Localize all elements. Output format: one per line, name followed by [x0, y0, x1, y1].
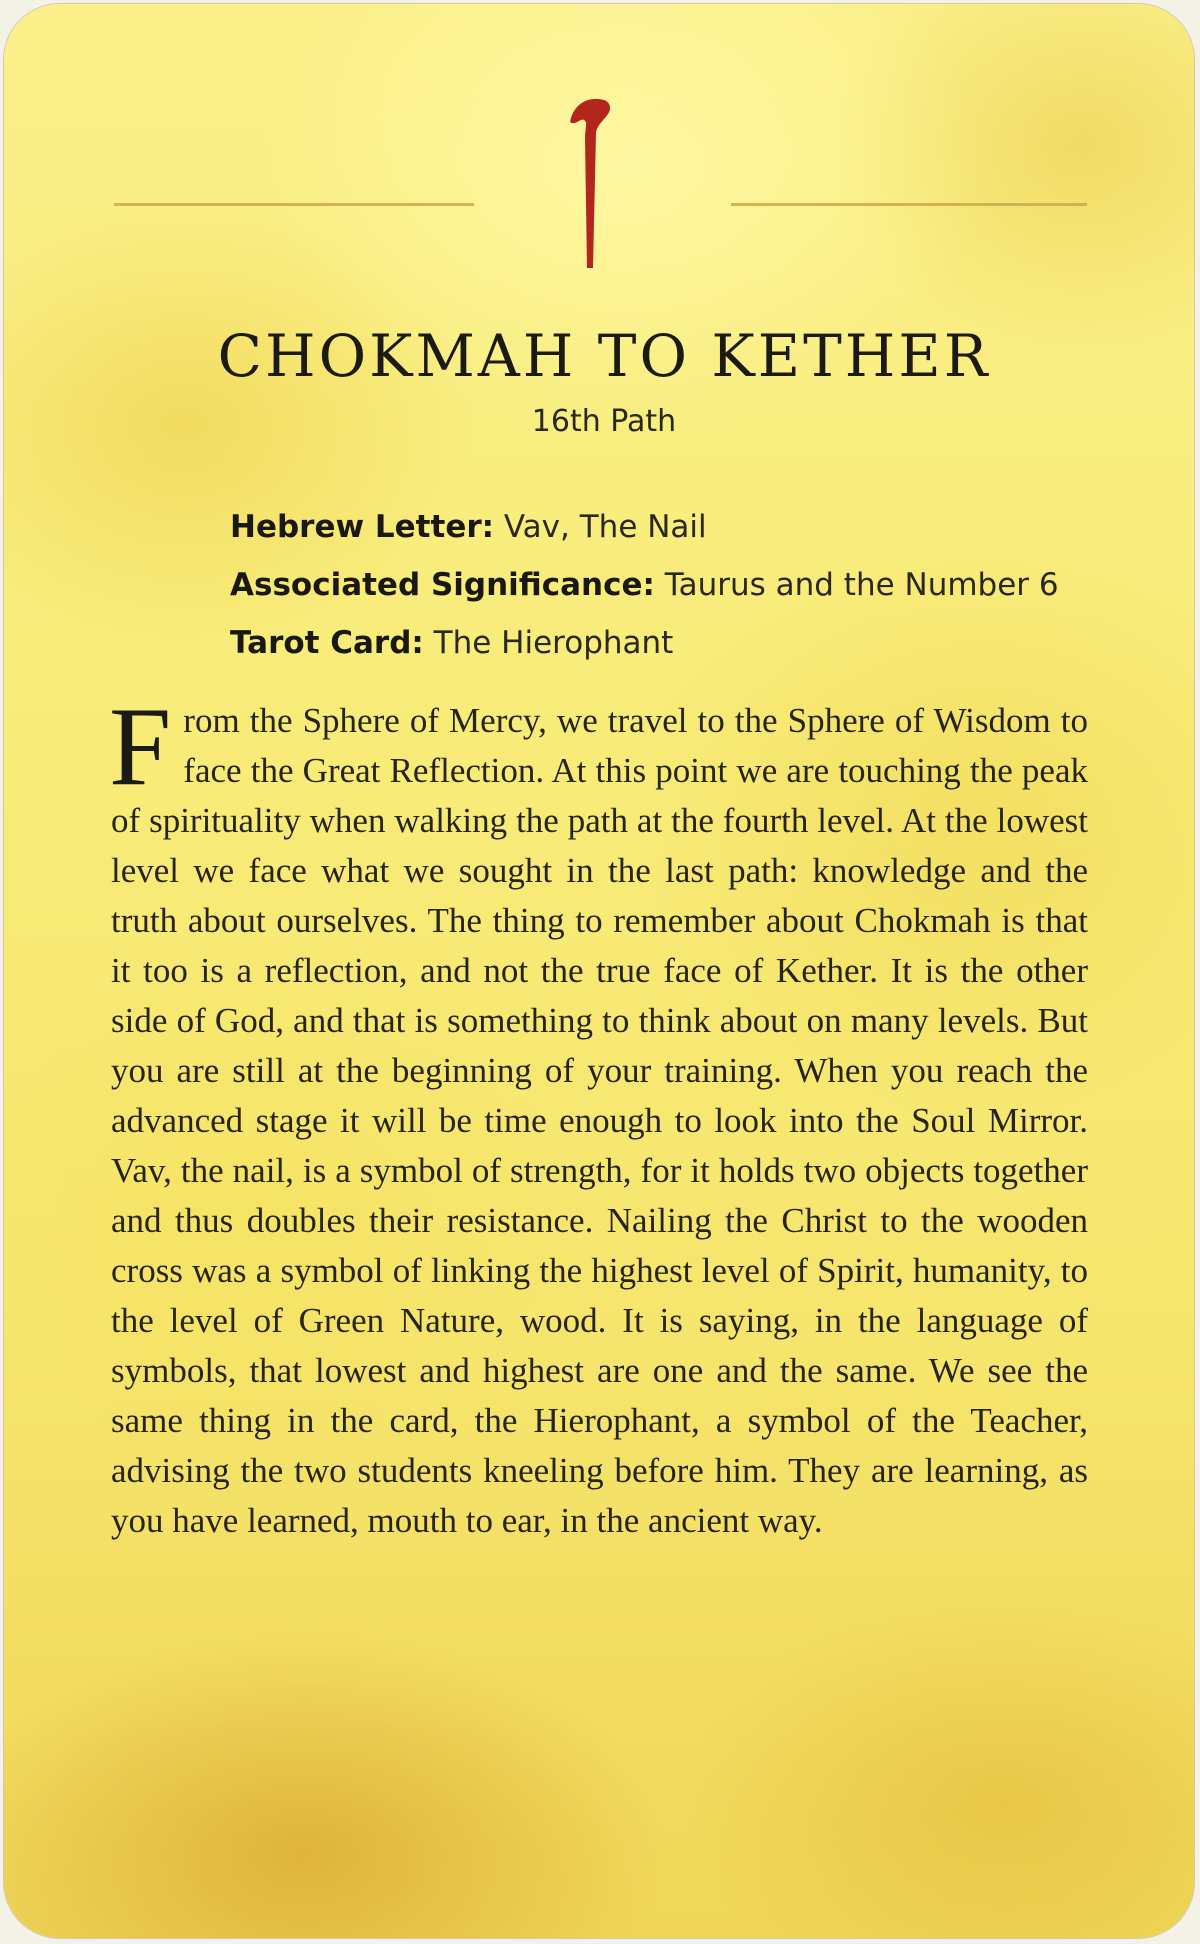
body-paragraph: [109, 685, 1088, 1546]
body-text: rom the Sphere of Mercy, we travel to the Sphere of Wisdom to face the Great Reflection. At this point we are touching the peak of spirituality when walking the path at the fourth level. At the lowest level we face what we sought in the last path: knowledge and the truth about ourselves. The thing to remember about Chokmah is that it too is a reflection, and not the true face of Kether. It is the other side of God, and that is something to think about on many levels. But you are still at the beginning of your training. When you reach the advanced stage it will be time enough to look into the Soul Mirror. Vav, the nail, is a symbol of strength, for it holds two objects together and thus doubles their resistance. Nailing the Christ to the wooden cross was a symbol of linking the highest level of Spirit, humanity, to the level of Green Nature, wood. It is saying, in the language of symbols, that lowest and highest are one and the same. We see the same thing in the card, the Hierophant, a symbol of the Teacher, advising the two students kneeling before him. They are learning, as you have learned, mouth to ear, in the ancient way.: [111, 701, 1088, 1540]
drop-cap: F: [109, 685, 172, 809]
attribute-associated-significance: [230, 556, 1130, 614]
attribute-label: Associated Significance:: [230, 567, 655, 603]
attribute-value: The Hierophant: [423, 625, 674, 661]
card-subtitle: 16th Path: [531, 404, 677, 439]
attribute-value: Vav, The Nail: [494, 509, 707, 545]
attribute-value: Taurus and the Number 6: [654, 567, 1059, 603]
attributes-list: [230, 498, 1130, 672]
attribute-hebrew-letter: [230, 498, 1130, 556]
right-divider: [731, 203, 1087, 206]
left-divider: [114, 203, 474, 206]
attribute-tarot-card: [230, 614, 1130, 672]
attribute-label: Hebrew Letter:: [230, 509, 495, 545]
tarot-card: [4, 4, 1194, 1938]
attribute-label: Tarot Card:: [230, 625, 424, 661]
card-title: CHOKMAH TO KETHER: [217, 322, 991, 390]
hebrew-vav-glyph: [560, 92, 620, 272]
